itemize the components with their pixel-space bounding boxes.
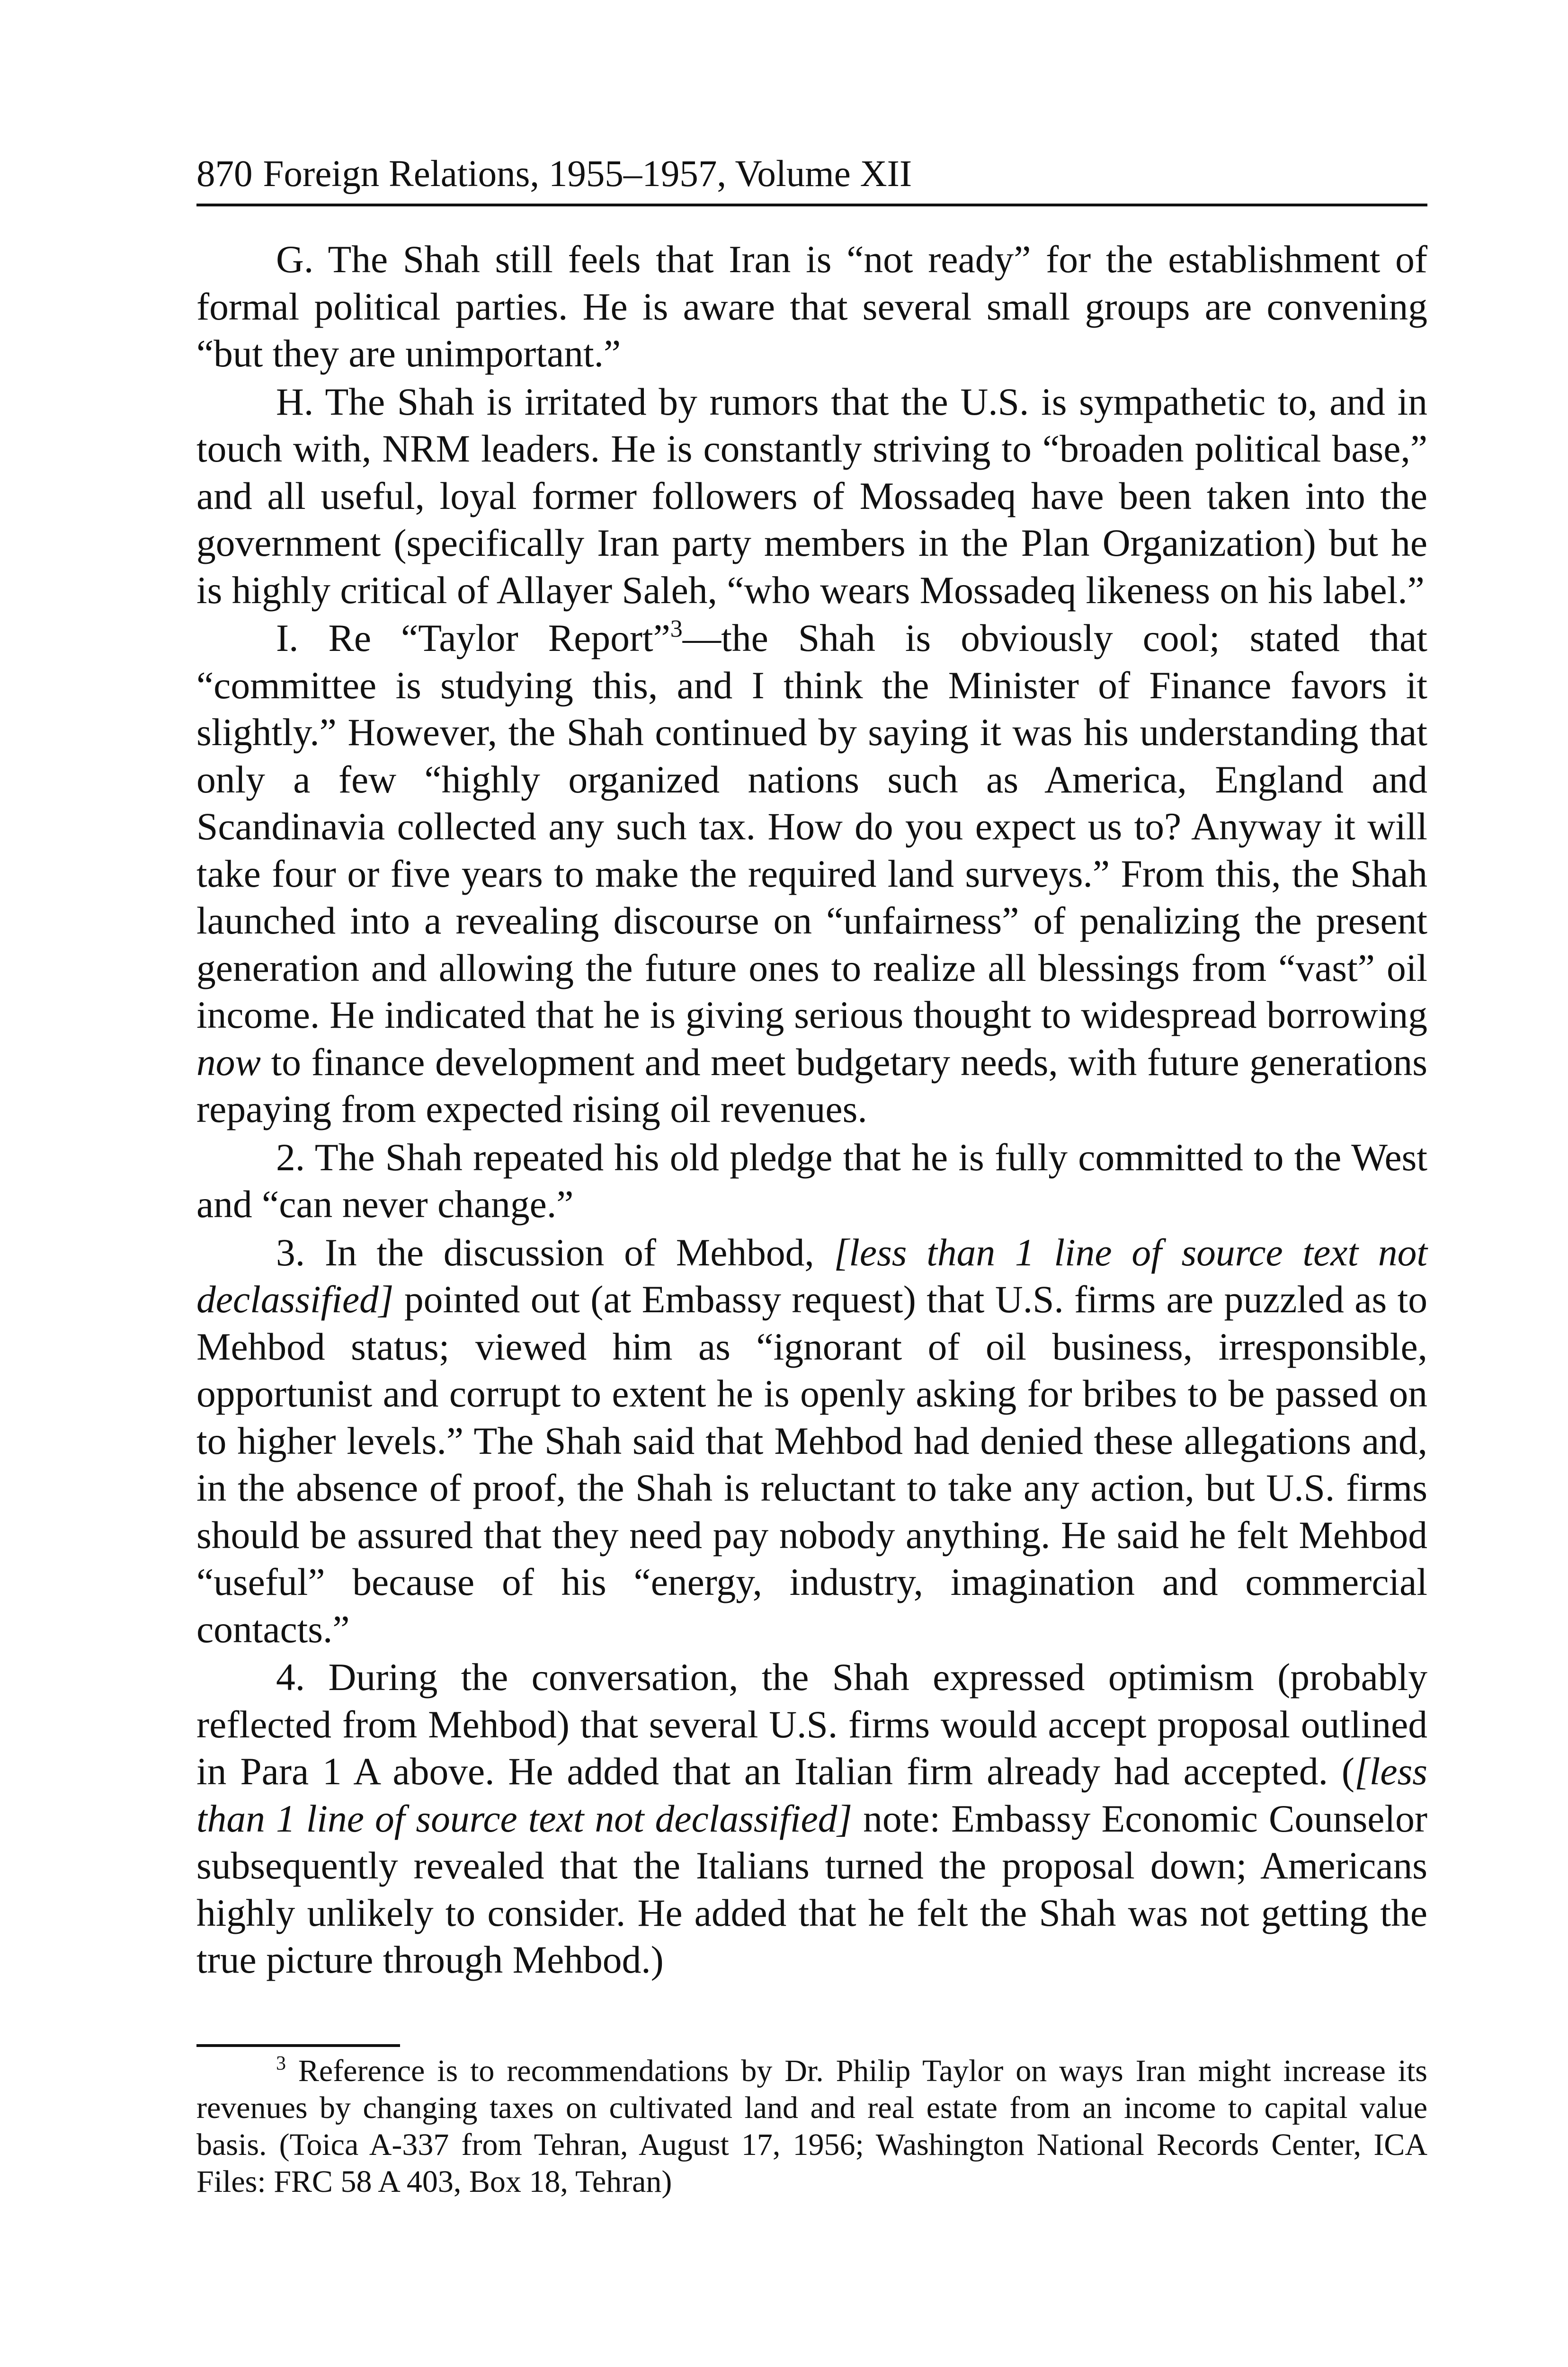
footnote	[196, 2053, 1427, 2200]
paragraph-i-lead: I. Re “Taylor Report”	[276, 616, 670, 659]
paragraph-2: 2. The Shah repeated his old pledge that he is fully committed to the West and “can never change.”	[196, 1135, 1427, 1226]
footnote-reference: 3	[670, 615, 683, 642]
footnote-marker: 3	[276, 2052, 286, 2074]
paragraph-3-text: pointed out (at Embassy request) that U.S. firms are puzzled as to Mehbod status; viewed him as “ignorant of oil business, irresponsible, opportunist and corrupt to extent he is openly asking for bribes to be passed on to higher levels.” The Shah said that Mehbod had denied these allegations and, in the absence of proof, the Shah is reluctant to take any action, but U.S. firms should be assured that they need pay nobody anything. He said he felt Mehbod “useful” because of his “energy, industry, imagination and commercial contacts.”	[196, 1278, 1427, 1651]
paragraph-3	[196, 1229, 1427, 1653]
paragraph-i	[196, 614, 1427, 1133]
redaction-note: [less than 1 line of source text not declassified]	[196, 1750, 1427, 1840]
running-head	[196, 151, 1427, 206]
paragraph-g: G. The Shah still feels that Iran is “not ready” for the establishment of formal political parties. He is aware that several small groups are convening “but they are unimportant.”	[196, 238, 1427, 375]
paragraph-h: H. The Shah is irritated by rumors that the U.S. is sympathetic to, and in touch with, NRM leaders. He is constantly striving to “broaden political base,” and all useful, loyal former followers of Mossadeq have been taken into the government (specifically Iran party members in the Plan Organization) but he is highly critical of Allayer Saleh, “who wears Mossadeq likeness on his label.”	[196, 380, 1427, 612]
document-page	[196, 151, 1427, 2200]
paragraph-i-text: —the Shah is obviously cool; stated that “committee is studying this, and I think the Minister of Finance favors it slightly.” However, the Shah continued by saying it was his understanding that only a few “highly organized nations such as America, England and Scandinavia collected any such tax. How do you expect us to? Anyway it will take four or five years to make the required land surveys.” From this, the Shah launched into a revealing discourse on “unfairness” of penalizing the present generation and allowing the future ones to realize all blessings from “vast” oil income. He indicated that he is giving serious thought to widespread borrowing	[196, 616, 1428, 1036]
emphasis-now: now	[196, 1040, 261, 1084]
series-title: Foreign Relations, 1955–1957, Volume XII	[263, 153, 912, 195]
paragraph-3-lead: 3. In the discussion of Mehbod,	[276, 1230, 834, 1274]
paragraph-4	[196, 1654, 1427, 1984]
paragraph-4-lead: 4. During the conversation, the Shah expressed optimism (probably reflected from Mehbod) that several U.S. firms would accept proposal outlined in Para 1 A above. He added that an Italian firm already had accepted. (	[196, 1655, 1427, 1793]
body-text	[196, 236, 1427, 1984]
page-number: 870	[196, 153, 253, 195]
footnote-divider	[196, 2044, 400, 2047]
paragraph-i-end: to finance development and meet budgetary needs, with future generations repaying from expected rising oil revenues.	[196, 1040, 1427, 1130]
footnote-text: Reference is to recommendations by Dr. Philip Taylor on ways Iran might increase its revenues by changing taxes on cultivated land and real estate from an income to capital value basis. (Toica A-337 from Tehran, August 17, 1956; Washington National Records Center, ICA Files: FRC 58 A 403, Box 18, Tehran)	[196, 2053, 1427, 2199]
paragraph-4-text: note: Embassy Economic Counselor subsequently revealed that the Italians turned the proposal down; Americans highly unlikely to consider. He added that he felt the Shah was not getting the true picture through Mehbod.)	[196, 1797, 1427, 1981]
redaction-note: [less than 1 line of source text not declassified]	[196, 1230, 1427, 1321]
